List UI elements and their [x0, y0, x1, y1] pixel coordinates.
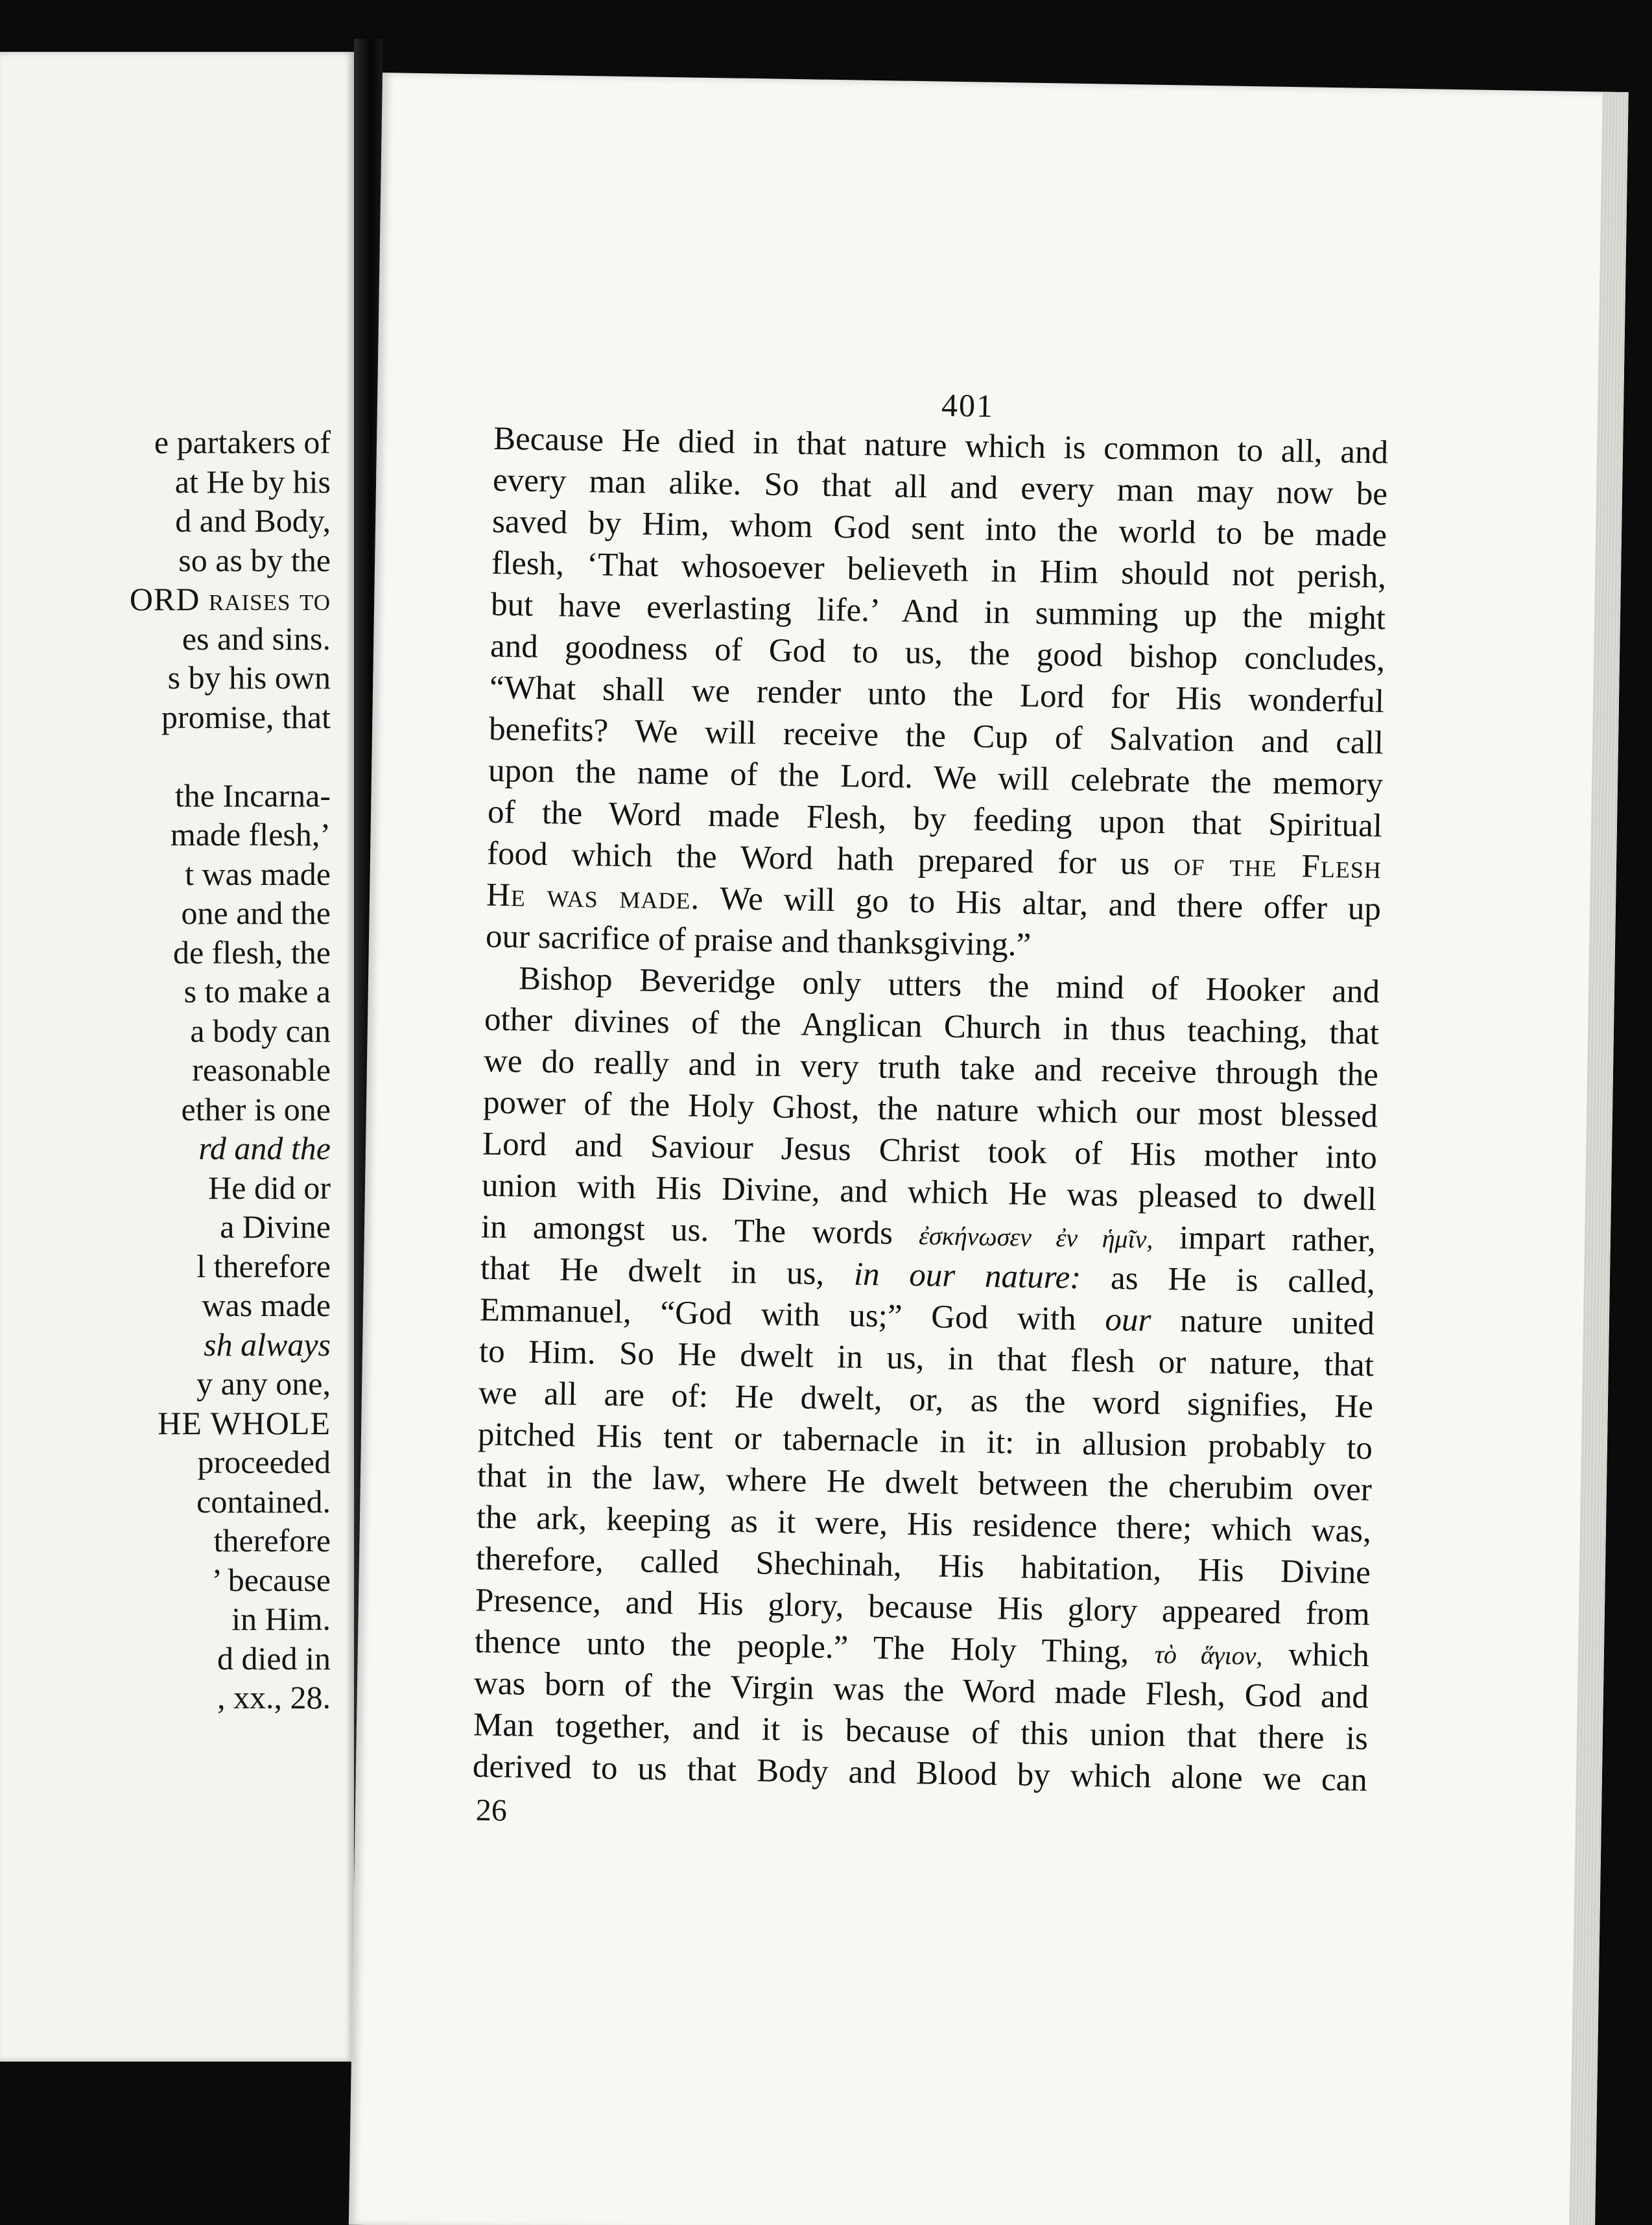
text-segment: Emmanuel, “God with us;” God with — [479, 1291, 1105, 1338]
text-segment: as He is called, — [1080, 1260, 1376, 1301]
left-page-line: He did or — [208, 1169, 331, 1206]
left-page-line: de flesh, the — [173, 934, 331, 971]
left-page-line: d died in — [217, 1640, 331, 1677]
text-segment: upon the name of the Lord. We will celebrate the memory — [488, 752, 1384, 803]
text-segment: that He dwelt in us, — [480, 1250, 855, 1293]
text-segment: was born of the Virgin was the Word made Flesh, God and — [473, 1665, 1369, 1716]
greek-phrase: ἐσκήνωσεν ἐν ἡμῖν, — [918, 1221, 1153, 1254]
left-page-line: promise, that — [161, 698, 331, 735]
text-segment: which — [1262, 1636, 1370, 1675]
left-page-line: es and sins. — [182, 620, 331, 657]
left-page-line: ORD raises to — [129, 581, 331, 617]
text-segment: that in the law, where He dwelt between the cherubim over — [477, 1457, 1373, 1509]
greek-phrase: τὸ ἅγιον, — [1154, 1640, 1263, 1671]
text-segment: to Him. So He dwelt in us, in that flesh or nature, that — [478, 1333, 1375, 1384]
text-segment: impart rather, — [1153, 1219, 1376, 1260]
text-segment: derived to us that Body and Blood by which alone we can — [472, 1748, 1368, 1799]
italic-phrase: in our nature: — [853, 1256, 1081, 1297]
text-segment: therefore, called Shechinah, His habitation, His Divine — [475, 1540, 1371, 1592]
text-segment: We will go to His altar, and there offer up — [699, 880, 1382, 928]
left-page-line: so as by the — [178, 541, 331, 578]
left-page-line: therefore — [213, 1522, 331, 1559]
left-page-line: was made — [202, 1287, 331, 1323]
left-page-line: a body can — [190, 1012, 331, 1049]
text-segment: every man alike. So that all and every man may now be — [492, 462, 1388, 513]
text-segment: union with His Divine, and which He was pleased to dwell — [481, 1167, 1377, 1218]
text-segment: we all are of: He dwelt, or, as the word signifies, He — [478, 1374, 1374, 1426]
left-page-line: sh always — [204, 1326, 331, 1363]
left-page-line: a Divine — [220, 1208, 331, 1245]
text-segment: in amongst us. The words — [480, 1208, 919, 1253]
text-segment: benefits? We will receive the Cup of Salvation and call — [488, 711, 1384, 762]
left-page-line: contained. — [196, 1483, 331, 1520]
left-page-line: ether is one — [181, 1090, 331, 1127]
left-page-line: d and Body, — [175, 502, 331, 539]
text-segment: other divines of the Anglican Church in thus teaching, that — [484, 1001, 1380, 1052]
left-page-line: s by his own — [167, 659, 331, 696]
body-text — [472, 418, 1388, 1801]
left-page-line: e partakers of — [154, 424, 331, 460]
left-page-line: t was made — [185, 855, 331, 892]
left-page-line: s to make a — [183, 973, 331, 1009]
text-segment: of the Word made Flesh, by feeding upon that Spiritual — [487, 794, 1383, 845]
text-segment: Lord and Saviour Jesus Christ took of His mother into — [482, 1125, 1378, 1177]
left-page-line: made flesh,’ — [170, 816, 331, 853]
previous-page — [0, 52, 354, 2062]
left-page-line: , xx., 28. — [217, 1679, 331, 1715]
left-page-line: in Him. — [231, 1601, 331, 1637]
text-segment: thence unto the people.” The Holy Thing, — [474, 1623, 1155, 1671]
text-segment: but have everlasting life.’ And in summing up the might — [490, 586, 1386, 637]
text-segment: flesh, ‘That whosoever believeth in Him should not perish, — [491, 545, 1387, 596]
italic-phrase: our — [1105, 1301, 1151, 1339]
left-page-line: ’ because — [211, 1561, 331, 1598]
left-page-line: rd and the — [198, 1130, 331, 1166]
left-page-line: at He by his — [174, 463, 331, 500]
page-edges — [1569, 92, 1629, 2225]
text-segment: Presence, and His glory, because His glory appeared from — [475, 1582, 1371, 1633]
left-page-line: reasonable — [192, 1052, 331, 1088]
text-segment: “What shall we render unto the Lord for His wonderful — [489, 669, 1385, 720]
left-page-line: proceeded — [197, 1444, 331, 1480]
text-segment: food which the Word hath prepared for us — [486, 835, 1174, 883]
text-segment: the ark, keeping as it were, His residence there; which was, — [476, 1499, 1372, 1550]
left-page-line: l therefore — [196, 1247, 331, 1284]
text-segment: Because He died in that nature which is common to all, and — [493, 420, 1389, 471]
small-caps-phrase: of the Flesh — [1173, 846, 1382, 886]
text-segment: and goodness of God to us, the good bishop concludes, — [490, 628, 1386, 679]
left-page-line: one and the — [181, 895, 331, 931]
left-page-line: HE WHOLE — [158, 1404, 331, 1441]
small-caps-phrase: He was made. — [486, 877, 700, 917]
text-segment: power of the Holy Ghost, the nature which our most blessed — [482, 1084, 1378, 1135]
signature-mark: 26 — [475, 1793, 508, 1828]
current-page — [349, 73, 1629, 2225]
text-segment: pitched His tent or tabernacle in it: in allusion probably to — [477, 1416, 1373, 1467]
text-segment: Man together, and it is because of this union that there is — [473, 1706, 1369, 1758]
text-segment: nature united — [1150, 1302, 1375, 1343]
page-number: 401 — [941, 386, 995, 424]
text-segment: our sacrifice of praise and thanksgiving.” — [485, 918, 1032, 963]
text-segment: Bishop Beveridge only utters the mind of Hooker and — [518, 960, 1380, 1011]
left-page-line: the Incarna- — [174, 777, 331, 814]
text-segment: saved by Him, whom God sent into the world to be made — [491, 503, 1387, 554]
text-segment: we do really and in very truth take and receive through the — [483, 1042, 1379, 1094]
left-page-line: y any one, — [196, 1365, 331, 1402]
